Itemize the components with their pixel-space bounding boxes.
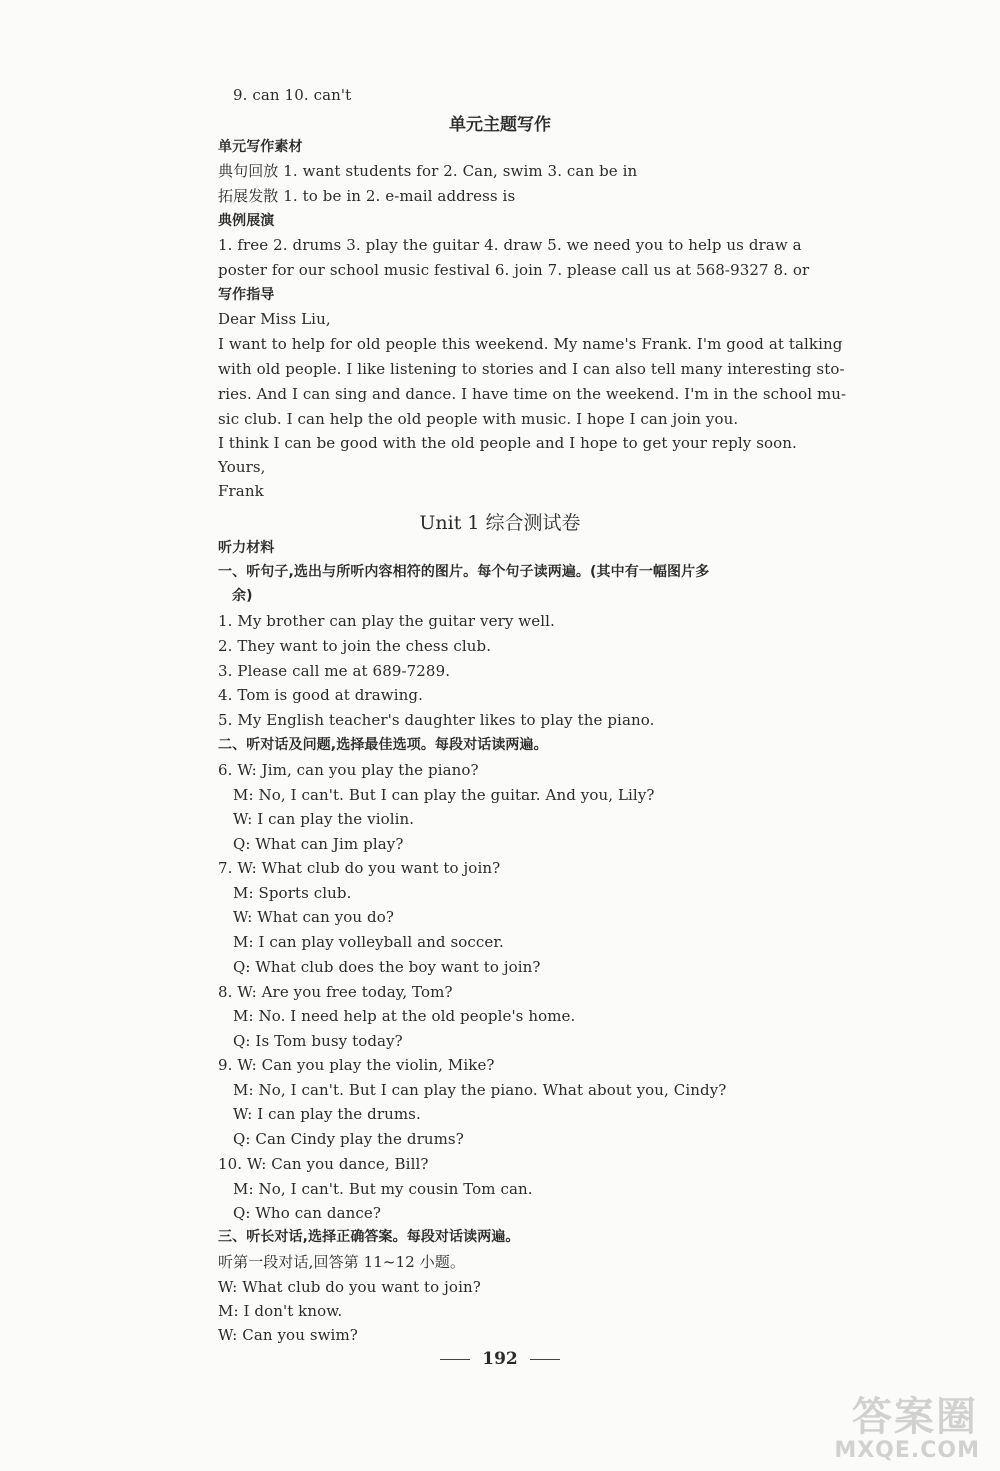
- page-number-dash: [440, 1359, 470, 1360]
- letter-line: Dear Miss Liu,: [218, 310, 331, 328]
- listening-heading: 听力材料: [218, 540, 275, 556]
- page-number-value: 192: [482, 1349, 518, 1369]
- guide-heading: 写作指导: [218, 287, 275, 303]
- example-line: 1. free 2. drums 3. play the guitar 4. draw 5. we need you to help us draw a: [218, 236, 802, 254]
- dialog-line: W: I can play the violin.: [233, 810, 415, 828]
- dialog-line: M: No, I can't. But I can play the piano. What about you, Cindy?: [233, 1081, 727, 1099]
- dialog-line: M: No. I need help at the old people's home.: [233, 1007, 576, 1025]
- letter-line: with old people. I like listening to stories and I can also tell many interesting sto-: [218, 360, 845, 378]
- letter-line: Frank: [218, 482, 264, 500]
- part1-item: 3. Please call me at 689-7289.: [218, 662, 451, 680]
- part3-line: M: I don't know.: [218, 1302, 343, 1320]
- letter-line: sic club. I can help the old people with music. I hope I can join you.: [218, 410, 739, 428]
- writing-material-line: 典句回放 1. want students for 2. Can, swim 3. can be in: [218, 162, 638, 180]
- dialog-line: Q: What club does the boy want to join?: [233, 958, 541, 976]
- unit-title: Unit 1 综合测试卷: [419, 512, 581, 534]
- dialog-line: M: No, I can't. But I can play the guitar. And you, Lily?: [233, 786, 655, 804]
- part1-item: 2. They want to join the chess club.: [218, 637, 492, 655]
- letter-line: ries. And I can sing and dance. I have time on the weekend. I'm in the school mu-: [218, 385, 847, 403]
- dialog-line: W: What can you do?: [233, 908, 395, 926]
- dialog-line: Q: Who can dance?: [233, 1204, 381, 1222]
- watermark-logo: [786, 1385, 986, 1463]
- part1-item: 4. Tom is good at drawing.: [218, 686, 423, 704]
- dialog-line: 6. W: Jim, can you play the piano?: [218, 761, 479, 779]
- dialog-line: M: No, I can't. But my cousin Tom can.: [233, 1180, 533, 1198]
- dialog-line: M: I can play volleyball and soccer.: [233, 933, 504, 951]
- dialog-line: W: I can play the drums.: [233, 1105, 421, 1123]
- letter-line: Yours,: [218, 458, 266, 476]
- dialog-line: Q: Can Cindy play the drums?: [233, 1130, 464, 1148]
- writing-material-heading: 单元写作素材: [218, 139, 303, 155]
- dialog-line: M: Sports club.: [233, 884, 352, 902]
- dialog-line: Q: Is Tom busy today?: [233, 1032, 403, 1050]
- dialog-line: 8. W: Are you free today, Tom?: [218, 983, 453, 1001]
- section-title: 单元主题写作: [449, 115, 551, 135]
- dialog-line: 10. W: Can you dance, Bill?: [218, 1155, 429, 1173]
- letter-line: I want to help for old people this weekend. My name's Frank. I'm good at talking: [218, 335, 843, 353]
- part1-item: 1. My brother can play the guitar very well.: [218, 612, 555, 630]
- top-answer: 9. can 10. can't: [233, 86, 352, 104]
- part3-line: W: What club do you want to join?: [218, 1278, 481, 1296]
- letter-line: I think I can be good with the old people and I hope to get your reply soon.: [218, 434, 797, 452]
- part2-heading: 二、听对话及问题,选择最佳选项。每段对话读两遍。: [218, 737, 548, 753]
- example-line: poster for our school music festival 6. join 7. please call us at 568-9327 8. or: [218, 261, 810, 279]
- part1-heading: 一、听句子,选出与所听内容相符的图片。每个句子读两遍。(其中有一幅图片多: [218, 564, 710, 580]
- dialog-line: 9. W: Can you play the violin, Mike?: [218, 1056, 495, 1074]
- dialog-line: Q: What can Jim play?: [233, 835, 404, 853]
- part3-line: W: Can you swim?: [218, 1326, 358, 1344]
- part3-heading: 三、听长对话,选择正确答案。每段对话读两遍。: [218, 1229, 520, 1245]
- part3-subheading: 听第一段对话,回答第 11~12 小题。: [218, 1253, 466, 1271]
- writing-material-line: 拓展发散 1. to be in 2. e-mail address is: [218, 187, 516, 205]
- part1-heading-cont: 余): [232, 588, 253, 604]
- example-heading: 典例展演: [218, 213, 275, 229]
- part1-item: 5. My English teacher's daughter likes to play the piano.: [218, 711, 655, 729]
- watermark-text: 答案圈: [852, 1394, 978, 1440]
- page-number-dash: [530, 1359, 560, 1360]
- dialog-line: 7. W: What club do you want to join?: [218, 859, 501, 877]
- page-number: [0, 1349, 1000, 1369]
- watermark-url: MXQE.COM: [834, 1438, 980, 1463]
